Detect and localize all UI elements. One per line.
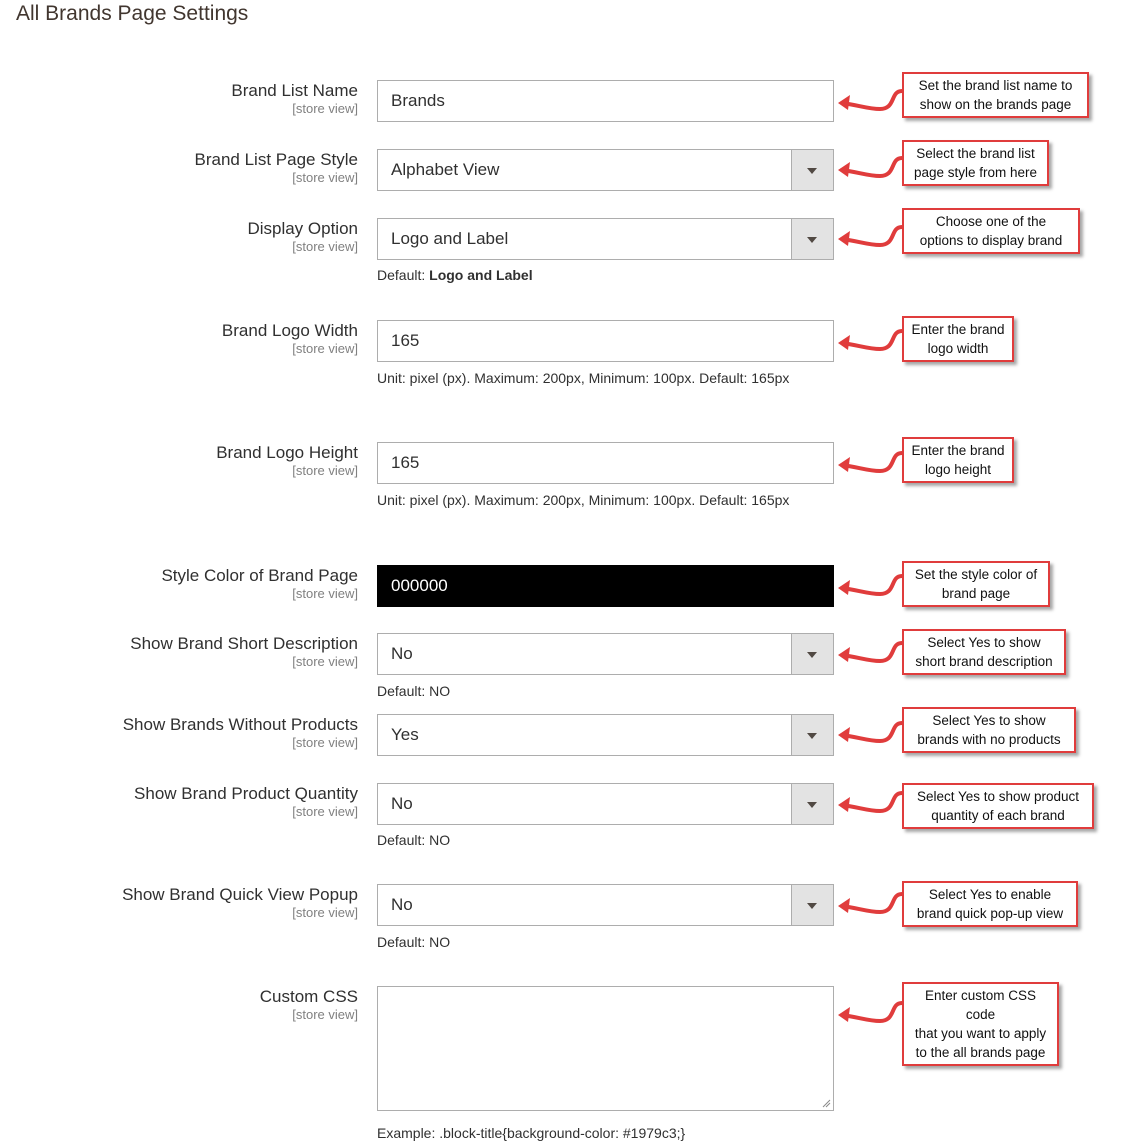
scope-label: [store view] — [292, 101, 358, 116]
pointer-arrow-icon — [834, 997, 904, 1037]
style-color-label-group — [28, 566, 358, 602]
brand-logo-width-label: Brand Logo Width — [221, 321, 358, 340]
callout-line: Select Yes to show product — [916, 789, 1080, 804]
callout-line: Enter the brand — [911, 443, 1005, 458]
brand-logo-height-note: Unit: pixel (px). Maximum: 200px, Minimum: 100px. Default: 165px — [377, 492, 790, 508]
note-prefix: Default: — [377, 267, 426, 283]
callout-line: Set the brand list name to — [918, 78, 1073, 93]
callout-line: brand page — [941, 586, 1011, 601]
callout-line: options to display brand — [919, 233, 1063, 248]
callout-line: logo height — [924, 462, 992, 477]
show-short-description-note: Default: NO — [377, 683, 451, 699]
scope-label: [store view] — [292, 654, 358, 669]
chevron-down-icon[interactable] — [791, 784, 833, 824]
brand-list-page-style-label-group — [28, 150, 358, 186]
brand-logo-height-input[interactable]: 165 — [377, 442, 834, 484]
callout-line: Select Yes to show — [932, 713, 1046, 728]
callout-line: quantity of each brand — [931, 808, 1065, 823]
brand-logo-width-label-group — [28, 321, 358, 357]
pointer-arrow-icon — [834, 221, 904, 261]
scope-label: [store view] — [292, 586, 358, 601]
callout-line: to the all brands page — [915, 1045, 1046, 1060]
callout-line: brands with no products — [917, 732, 1061, 747]
callout-short-description — [902, 629, 1066, 675]
show-product-quantity-label-group — [28, 784, 358, 820]
display-option-select[interactable] — [377, 218, 834, 260]
callout-line: Set the style color of — [914, 567, 1038, 582]
brand-logo-height-label-group — [28, 443, 358, 479]
custom-css-label-group — [28, 987, 358, 1023]
show-product-quantity-label: Show Brand Product Quantity — [134, 784, 358, 803]
callout-without-products — [902, 707, 1076, 753]
show-quick-view-select[interactable] — [377, 884, 834, 926]
brand-list-name-label-group — [28, 81, 358, 117]
callout-line: Enter the brand — [911, 322, 1005, 337]
pointer-arrow-icon — [834, 447, 904, 487]
scope-label: [store view] — [292, 170, 358, 185]
custom-css-textarea[interactable] — [377, 986, 834, 1111]
page-title: All Brands Page Settings — [16, 2, 249, 25]
resize-handle-icon[interactable] — [821, 1098, 831, 1108]
callout-line: short brand description — [915, 654, 1053, 669]
callout-display-option — [902, 208, 1080, 254]
show-product-quantity-note: Default: NO — [377, 832, 451, 848]
scope-label: [store view] — [292, 341, 358, 356]
callout-line: page style from here — [913, 165, 1038, 180]
chevron-down-icon[interactable] — [791, 634, 833, 674]
display-option-label: Display Option — [247, 219, 358, 238]
scope-label: [store view] — [292, 905, 358, 920]
custom-css-label: Custom CSS — [259, 987, 358, 1006]
brand-list-page-style-label: Brand List Page Style — [194, 150, 358, 169]
callout-line: that you want to apply — [914, 1026, 1047, 1041]
callout-line: Select Yes to enable — [928, 887, 1052, 902]
callout-quick-view — [902, 881, 1078, 927]
callout-line: Enter custom CSS code — [924, 988, 1037, 1022]
show-short-description-select[interactable] — [377, 633, 834, 675]
callout-line: brand quick pop-up view — [916, 906, 1064, 921]
select-value: Yes — [391, 725, 419, 744]
brand-list-name-label: Brand List Name — [231, 81, 358, 100]
show-quick-view-note: Default: NO — [377, 934, 451, 950]
show-quick-view-label: Show Brand Quick View Popup — [122, 885, 358, 904]
scope-label: [store view] — [292, 735, 358, 750]
callout-line: logo width — [927, 341, 989, 356]
chevron-down-icon[interactable] — [791, 885, 833, 925]
show-without-products-label: Show Brands Without Products — [122, 715, 358, 734]
pointer-arrow-icon — [834, 717, 904, 757]
show-without-products-label-group — [28, 715, 358, 751]
callout-custom-css — [902, 982, 1059, 1066]
show-short-description-label-group — [28, 634, 358, 670]
show-short-description-label: Show Brand Short Description — [130, 634, 358, 653]
note-default-value: Logo and Label — [429, 267, 533, 283]
callout-product-quantity — [902, 783, 1094, 829]
show-quick-view-label-group — [28, 885, 358, 921]
callout-line: show on the brands page — [919, 97, 1072, 112]
callout-line: Select the brand list — [916, 146, 1035, 161]
scope-label: [store view] — [292, 804, 358, 819]
callout-brand-list-name — [902, 72, 1089, 118]
brand-list-page-style-select[interactable] — [377, 149, 834, 191]
display-option-note — [377, 265, 817, 285]
select-value: No — [391, 644, 413, 663]
chevron-down-icon[interactable] — [791, 219, 833, 259]
select-value: Alphabet View — [391, 160, 500, 179]
pointer-arrow-icon — [834, 637, 904, 677]
pointer-arrow-icon — [834, 888, 904, 928]
callout-page-style — [902, 140, 1049, 186]
callout-style-color — [902, 561, 1050, 607]
brand-logo-width-input[interactable]: 165 — [377, 320, 834, 362]
brand-logo-width-note: Unit: pixel (px). Maximum: 200px, Minimum: 100px. Default: 165px — [377, 370, 790, 386]
select-value: Logo and Label — [391, 229, 509, 248]
scope-label: [store view] — [292, 1007, 358, 1022]
scope-label: [store view] — [292, 239, 358, 254]
callout-logo-height — [902, 437, 1014, 483]
display-option-label-group — [28, 219, 358, 255]
scope-label: [store view] — [292, 463, 358, 478]
select-value: No — [391, 794, 413, 813]
pointer-arrow-icon — [834, 152, 904, 192]
chevron-down-icon[interactable] — [791, 715, 833, 755]
show-product-quantity-select[interactable] — [377, 783, 834, 825]
custom-css-note: Example: .block-title{background-color: #1979c3;} — [377, 1125, 686, 1141]
callout-line: Choose one of the — [935, 214, 1047, 229]
style-color-input[interactable]: 000000 — [377, 565, 834, 607]
style-color-label: Style Color of Brand Page — [161, 566, 358, 585]
chevron-down-icon[interactable] — [791, 150, 833, 190]
pointer-arrow-icon — [834, 85, 904, 125]
show-without-products-select[interactable] — [377, 714, 834, 756]
select-value: No — [391, 895, 413, 914]
callout-logo-width — [902, 316, 1014, 362]
pointer-arrow-icon — [834, 787, 904, 827]
pointer-arrow-icon — [834, 570, 904, 610]
pointer-arrow-icon — [834, 325, 904, 365]
brand-list-name-input[interactable]: Brands — [377, 80, 834, 122]
callout-line: Select Yes to show — [927, 635, 1041, 650]
brand-logo-height-label: Brand Logo Height — [216, 443, 358, 462]
